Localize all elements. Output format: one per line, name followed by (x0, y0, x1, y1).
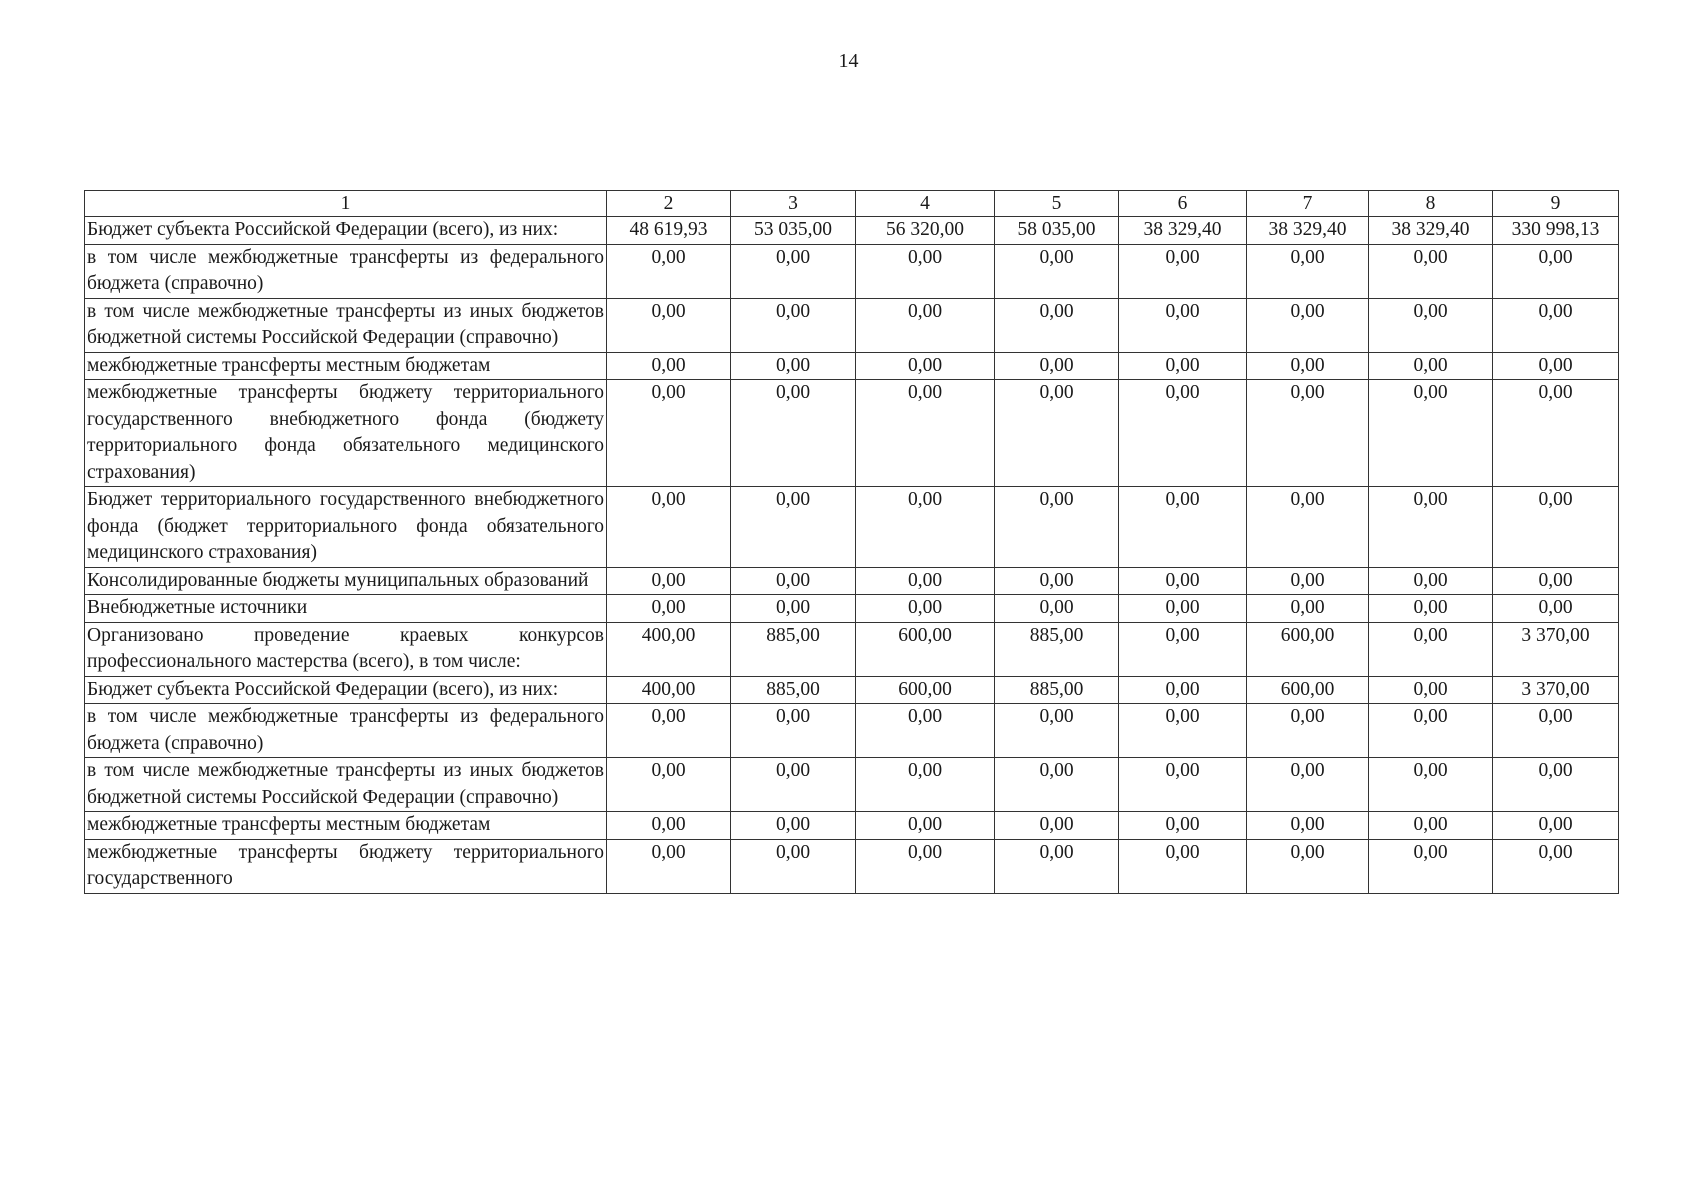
value-cell: 0,00 (1493, 704, 1619, 758)
value-cell: 0,00 (607, 298, 731, 352)
column-header: 3 (731, 191, 856, 217)
row-label: межбюджетные трансферты местным бюджетам (85, 812, 607, 840)
value-cell: 0,00 (995, 380, 1119, 487)
value-cell: 0,00 (607, 812, 731, 840)
page-number: 14 (838, 50, 859, 72)
value-cell: 0,00 (1247, 595, 1369, 623)
row-label: в том числе межбюджетные трансферты из федерального бюджета (справочно) (85, 244, 607, 298)
value-cell: 0,00 (1369, 595, 1493, 623)
value-cell: 0,00 (607, 244, 731, 298)
value-cell: 0,00 (1247, 352, 1369, 380)
value-cell: 0,00 (607, 352, 731, 380)
value-cell: 0,00 (1119, 567, 1247, 595)
value-cell: 0,00 (1493, 812, 1619, 840)
table-row (85, 676, 1619, 704)
value-cell: 38 329,40 (1247, 217, 1369, 245)
value-cell: 0,00 (995, 595, 1119, 623)
value-cell: 885,00 (731, 676, 856, 704)
value-cell: 0,00 (1119, 839, 1247, 893)
value-cell: 885,00 (731, 622, 856, 676)
value-cell: 0,00 (1247, 758, 1369, 812)
value-cell: 0,00 (1369, 622, 1493, 676)
value-cell: 0,00 (1493, 244, 1619, 298)
budget-table (84, 190, 1619, 894)
value-cell: 0,00 (995, 839, 1119, 893)
column-header: 9 (1493, 191, 1619, 217)
row-label: межбюджетные трансферты бюджету территориального государственного (85, 839, 607, 893)
value-cell: 0,00 (1369, 839, 1493, 893)
table-header-row (85, 191, 1619, 217)
table-row (85, 298, 1619, 352)
value-cell: 0,00 (1247, 298, 1369, 352)
value-cell: 0,00 (731, 298, 856, 352)
value-cell: 0,00 (731, 704, 856, 758)
value-cell: 0,00 (856, 595, 995, 623)
value-cell: 0,00 (1493, 595, 1619, 623)
value-cell: 56 320,00 (856, 217, 995, 245)
value-cell: 0,00 (856, 487, 995, 568)
value-cell: 48 619,93 (607, 217, 731, 245)
value-cell: 0,00 (1247, 487, 1369, 568)
table-row (85, 758, 1619, 812)
value-cell: 0,00 (1247, 704, 1369, 758)
value-cell: 0,00 (607, 595, 731, 623)
row-label: межбюджетные трансферты местным бюджетам (85, 352, 607, 380)
value-cell: 0,00 (731, 595, 856, 623)
value-cell: 0,00 (1119, 298, 1247, 352)
value-cell: 0,00 (856, 298, 995, 352)
value-cell: 3 370,00 (1493, 676, 1619, 704)
table-row (85, 380, 1619, 487)
row-label: в том числе межбюджетные трансферты из иных бюджетов бюджетной системы Российской Федерации (справочно) (85, 298, 607, 352)
value-cell: 0,00 (1247, 812, 1369, 840)
value-cell: 0,00 (731, 812, 856, 840)
value-cell: 330 998,13 (1493, 217, 1619, 245)
table-row (85, 567, 1619, 595)
value-cell: 885,00 (995, 676, 1119, 704)
value-cell: 0,00 (1119, 676, 1247, 704)
value-cell: 38 329,40 (1369, 217, 1493, 245)
value-cell: 0,00 (731, 758, 856, 812)
row-label: Внебюджетные источники (85, 595, 607, 623)
table-row (85, 622, 1619, 676)
value-cell: 0,00 (1493, 839, 1619, 893)
value-cell: 0,00 (1247, 380, 1369, 487)
row-label: в том числе межбюджетные трансферты из иных бюджетов бюджетной системы Российской Федерации (справочно) (85, 758, 607, 812)
value-cell: 0,00 (1119, 812, 1247, 840)
value-cell: 0,00 (1119, 380, 1247, 487)
row-label: Бюджет субъекта Российской Федерации (всего), из них: (85, 676, 607, 704)
value-cell: 0,00 (995, 812, 1119, 840)
value-cell: 0,00 (1369, 352, 1493, 380)
value-cell: 53 035,00 (731, 217, 856, 245)
row-label: Бюджет субъекта Российской Федерации (всего), из них: (85, 217, 607, 245)
table-row (85, 812, 1619, 840)
value-cell: 0,00 (1369, 298, 1493, 352)
value-cell: 0,00 (1119, 704, 1247, 758)
value-cell: 400,00 (607, 676, 731, 704)
column-header: 2 (607, 191, 731, 217)
value-cell: 0,00 (856, 244, 995, 298)
value-cell: 0,00 (1119, 595, 1247, 623)
value-cell: 0,00 (1247, 839, 1369, 893)
value-cell: 0,00 (856, 704, 995, 758)
value-cell: 58 035,00 (995, 217, 1119, 245)
column-header: 1 (85, 191, 607, 217)
value-cell: 0,00 (995, 704, 1119, 758)
column-header: 6 (1119, 191, 1247, 217)
value-cell: 600,00 (856, 676, 995, 704)
value-cell: 0,00 (995, 244, 1119, 298)
value-cell: 0,00 (731, 352, 856, 380)
value-cell: 0,00 (1119, 352, 1247, 380)
table-row (85, 839, 1619, 893)
value-cell: 0,00 (856, 812, 995, 840)
table-row (85, 244, 1619, 298)
table-body (85, 217, 1619, 894)
row-label: Бюджет территориального государственного внебюджетного фонда (бюджет территориального фонда обязательного медицинского страхования) (85, 487, 607, 568)
value-cell: 0,00 (731, 567, 856, 595)
value-cell: 0,00 (607, 704, 731, 758)
table-row (85, 595, 1619, 623)
value-cell: 0,00 (995, 487, 1119, 568)
value-cell: 0,00 (995, 352, 1119, 380)
value-cell: 0,00 (1369, 567, 1493, 595)
value-cell: 0,00 (607, 839, 731, 893)
value-cell: 400,00 (607, 622, 731, 676)
value-cell: 0,00 (856, 380, 995, 487)
value-cell: 0,00 (607, 758, 731, 812)
table-row (85, 352, 1619, 380)
value-cell: 0,00 (995, 758, 1119, 812)
value-cell: 0,00 (1369, 244, 1493, 298)
column-header: 4 (856, 191, 995, 217)
value-cell: 0,00 (1369, 676, 1493, 704)
value-cell: 0,00 (1119, 487, 1247, 568)
value-cell: 0,00 (731, 487, 856, 568)
column-header: 7 (1247, 191, 1369, 217)
row-label: в том числе межбюджетные трансферты из федерального бюджета (справочно) (85, 704, 607, 758)
value-cell: 0,00 (1493, 380, 1619, 487)
value-cell: 0,00 (607, 487, 731, 568)
row-label: межбюджетные трансферты бюджету территориального государственного внебюджетного фонда (бюджету территориального фонда обязательного медицинского страхования) (85, 380, 607, 487)
value-cell: 0,00 (1247, 244, 1369, 298)
row-label: Организовано проведение краевых конкурсов профессионального мастерства (всего), в том числе: (85, 622, 607, 676)
value-cell: 0,00 (731, 380, 856, 487)
value-cell: 600,00 (1247, 622, 1369, 676)
value-cell: 0,00 (607, 380, 731, 487)
value-cell: 0,00 (995, 298, 1119, 352)
table-row (85, 487, 1619, 568)
value-cell: 3 370,00 (1493, 622, 1619, 676)
value-cell: 0,00 (731, 244, 856, 298)
value-cell: 600,00 (1247, 676, 1369, 704)
value-cell: 0,00 (856, 758, 995, 812)
value-cell: 0,00 (1493, 298, 1619, 352)
value-cell: 0,00 (607, 567, 731, 595)
value-cell: 0,00 (1493, 487, 1619, 568)
value-cell: 0,00 (1493, 352, 1619, 380)
value-cell: 0,00 (731, 839, 856, 893)
value-cell: 885,00 (995, 622, 1119, 676)
value-cell: 0,00 (1247, 567, 1369, 595)
row-label: Консолидированные бюджеты муниципальных образований (85, 567, 607, 595)
value-cell: 0,00 (995, 567, 1119, 595)
value-cell: 0,00 (856, 352, 995, 380)
value-cell: 0,00 (1119, 622, 1247, 676)
value-cell: 0,00 (1369, 704, 1493, 758)
value-cell: 0,00 (1369, 758, 1493, 812)
table-row (85, 217, 1619, 245)
value-cell: 0,00 (1369, 487, 1493, 568)
column-header: 5 (995, 191, 1119, 217)
value-cell: 0,00 (1493, 567, 1619, 595)
column-header: 8 (1369, 191, 1493, 217)
value-cell: 0,00 (856, 839, 995, 893)
value-cell: 600,00 (856, 622, 995, 676)
value-cell: 38 329,40 (1119, 217, 1247, 245)
table-row (85, 704, 1619, 758)
value-cell: 0,00 (1493, 758, 1619, 812)
value-cell: 0,00 (1119, 758, 1247, 812)
value-cell: 0,00 (1369, 812, 1493, 840)
value-cell: 0,00 (1369, 380, 1493, 487)
value-cell: 0,00 (1119, 244, 1247, 298)
value-cell: 0,00 (856, 567, 995, 595)
